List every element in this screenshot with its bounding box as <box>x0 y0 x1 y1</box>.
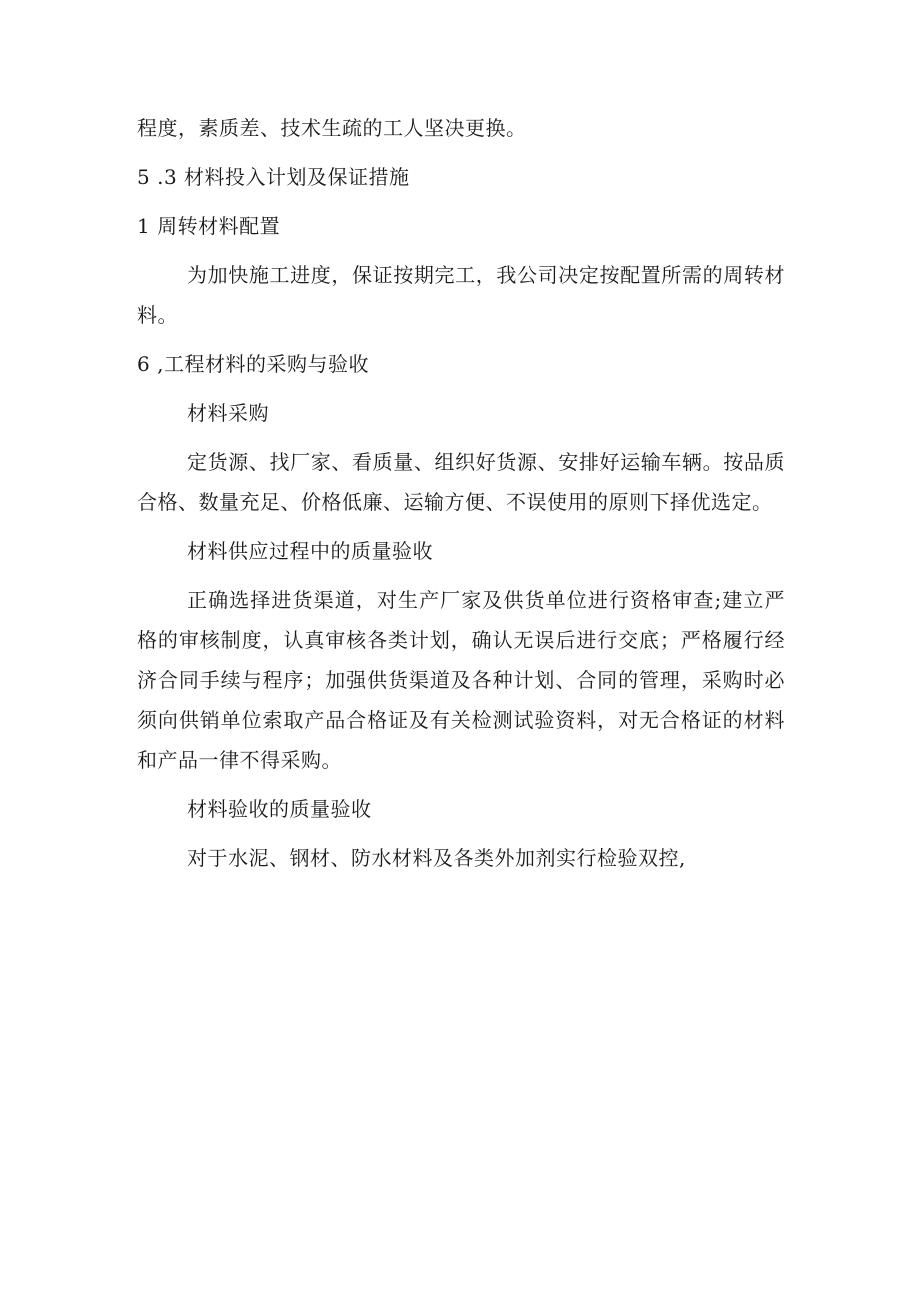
subheading-supply-quality: 材料供应过程中的质量验收 <box>187 539 433 563</box>
item-heading-turnover-materials: 1 周转材料配置 <box>137 214 281 238</box>
paragraph-turnover-materials: 为加快施工进度，保证按期完工，我公司决定按配置所需的周转材料。 <box>137 263 785 327</box>
document-body <box>137 112 785 891</box>
section-heading-6: 6 ,工程材料的采购与验收 <box>137 352 369 376</box>
paragraph-acceptance-quality: 对于水泥、钢材、防水材料及各类外加剂实行检验双控, <box>187 846 686 870</box>
subheading-acceptance-quality: 材料验收的质量验收 <box>187 797 372 821</box>
paragraph-material-purchase: 定货源、找厂家、看质量、组织好货源、安排好运输车辆。按品质合格、数量充足、价格低廉、运输方便、不误使用的原则下择优选定。 <box>137 450 785 514</box>
subheading-material-purchase: 材料采购 <box>187 401 269 425</box>
continuation-text: 程度，素质差、技术生疏的工人坚决更换。 <box>137 116 527 140</box>
section-heading-5-3: 5 .3 材料投入计划及保证措施 <box>137 165 410 189</box>
paragraph-supply-quality: 正确选择进货渠道，对生产厂家及供货单位进行资格审查;建立严格的审核制度，认真审核各类计划，确认无误后进行交底；严格履行经济合同手续与程序；加强供货渠道及各种计划、合同的管理，采购时必须向供销单位索取产品合格证及有关检测试验资料，对无合格证的材料和产品一律不得采购。 <box>137 588 785 772</box>
